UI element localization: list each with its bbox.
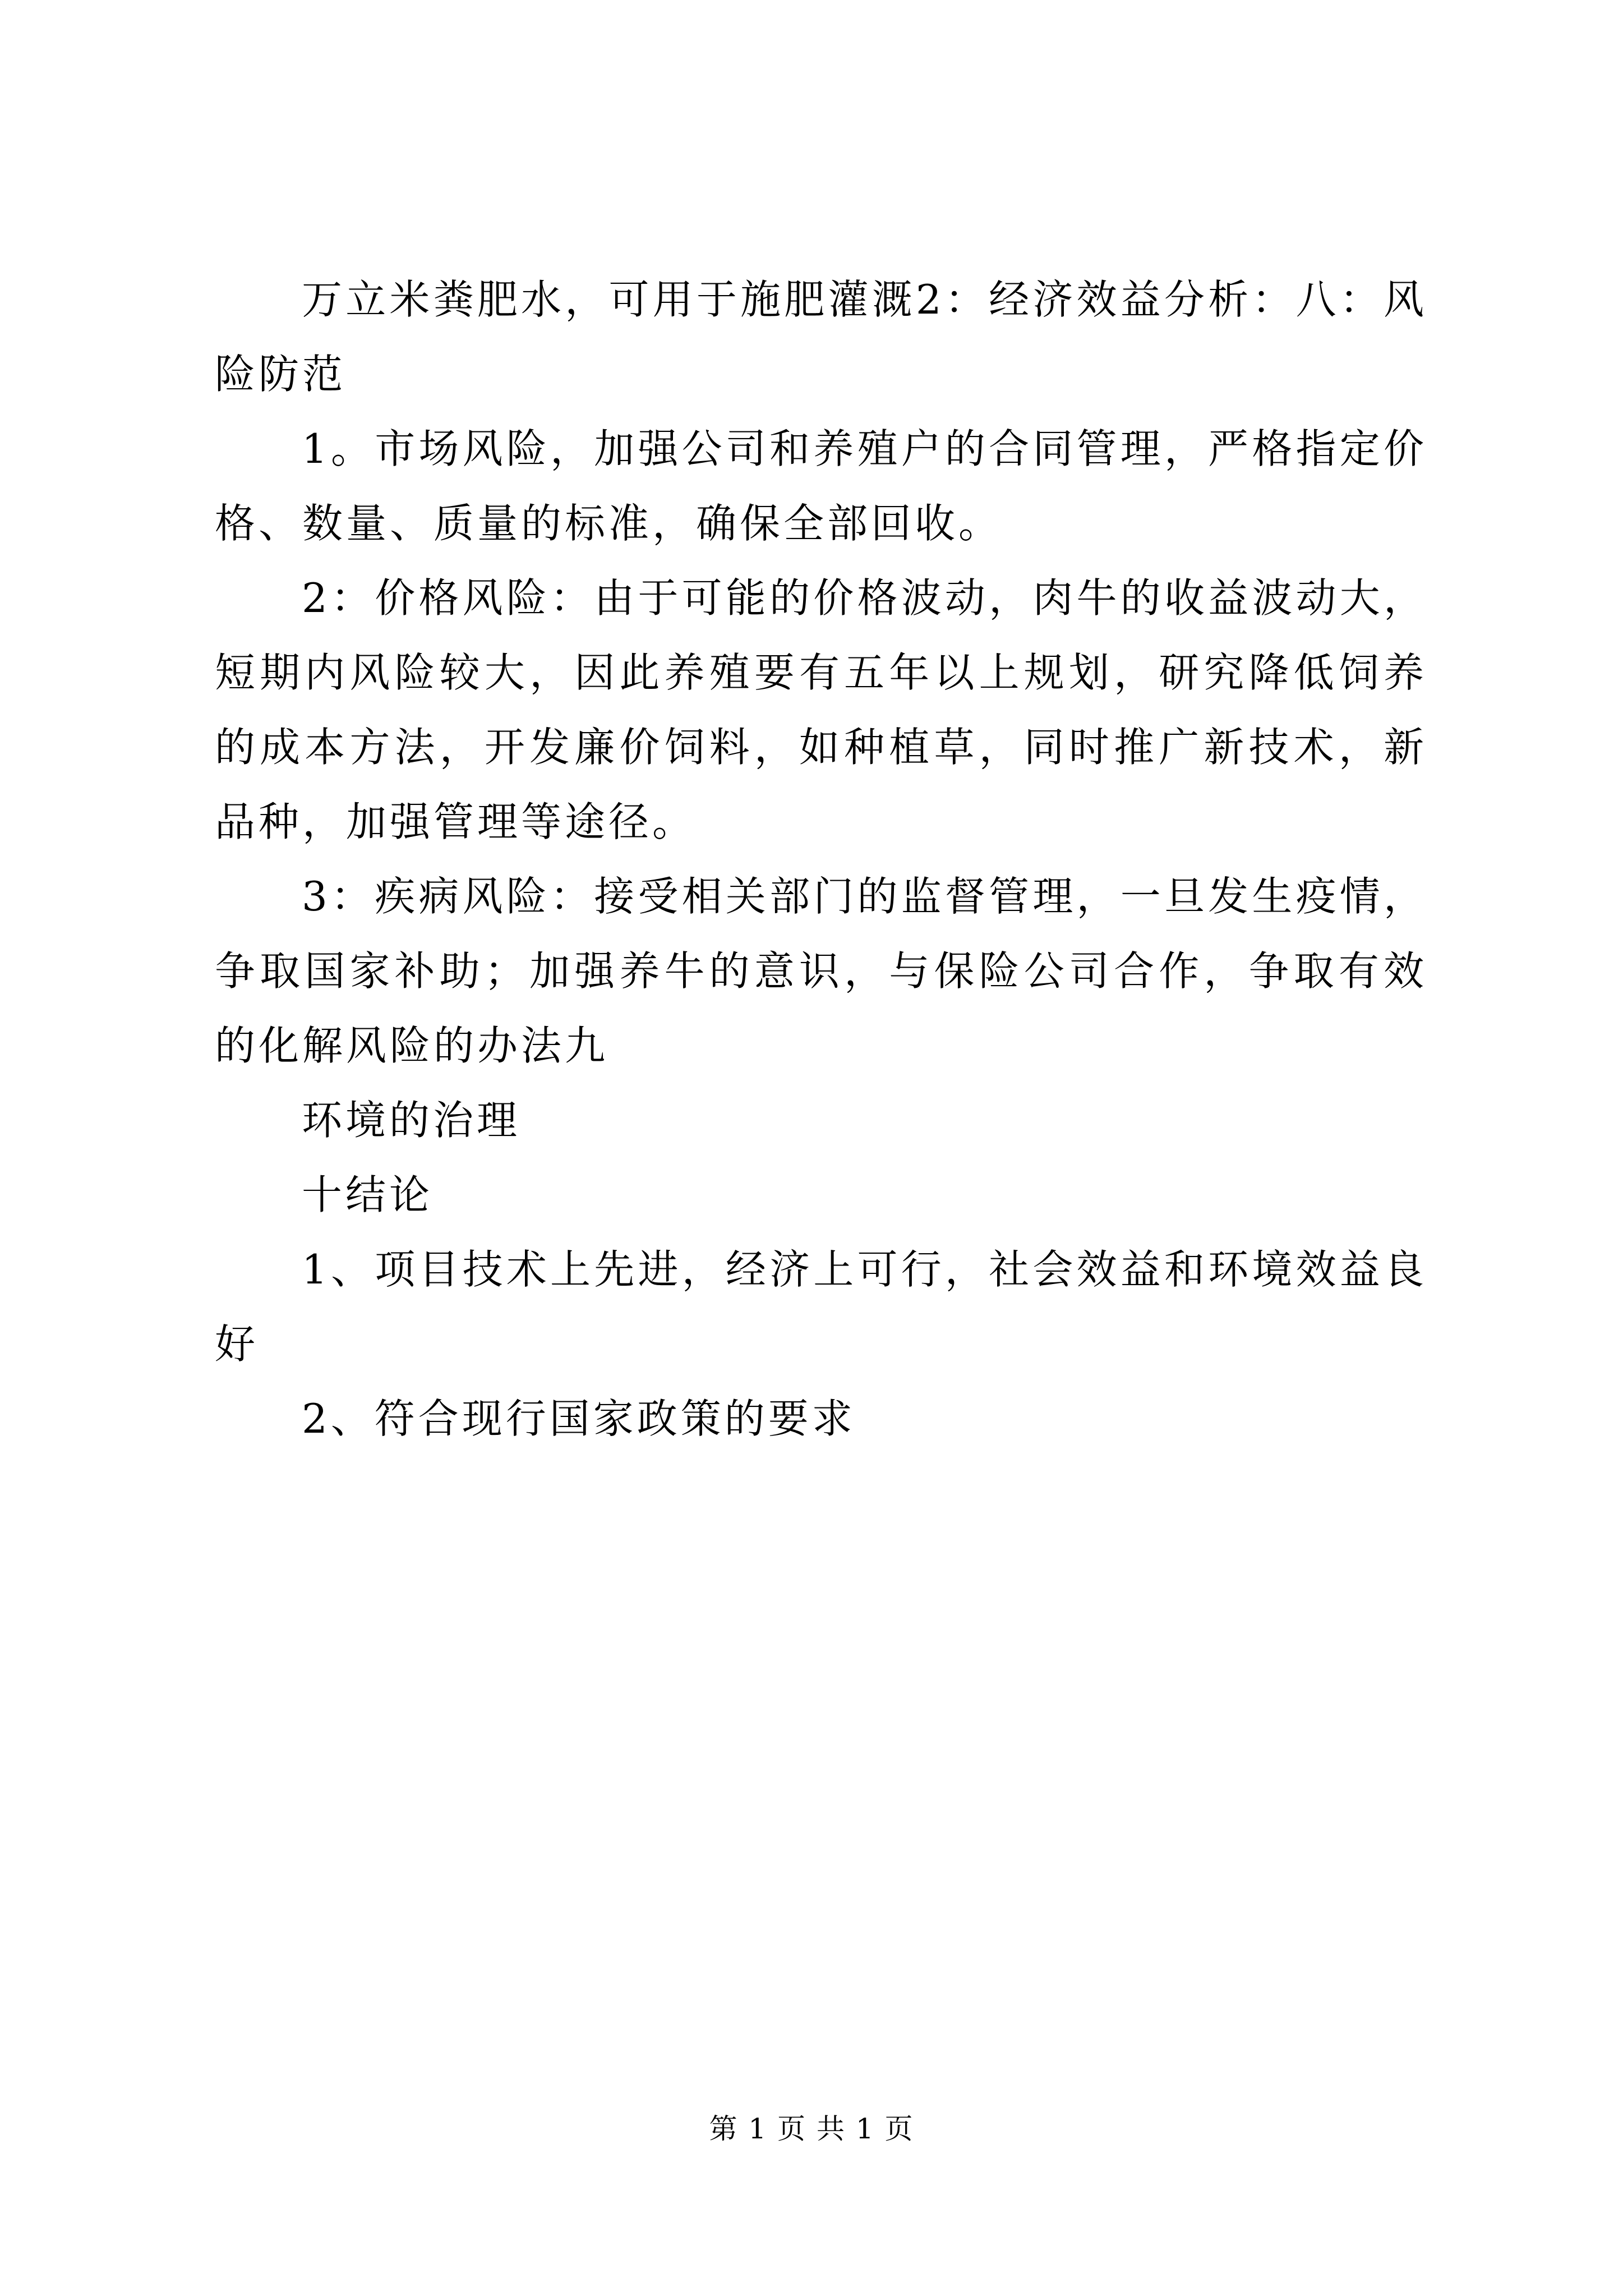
- document-body: [215, 263, 1427, 1456]
- paragraph-disease-risk: 3：疾病风险：接受相关部门的监督管理，一旦发生疫情，争取国家补助；加强养牛的意识，与保险公司合作，争取有效的化解风险的办法九: [215, 873, 1427, 1069]
- paragraph-price-risk: 2：价格风险：由于可能的价格波动，肉牛的收益波动大，短期内风险较大，因此养殖要有五年以上规划，研究降低饲养的成本方法，开发廉价饲料，如种植草，同时推广新技术，新品种，加强管理等途径。: [215, 574, 1427, 845]
- paragraph-conclusion-heading: 十结论: [302, 1171, 434, 1218]
- paragraph-conclusion-2: 2、符合现行国家政策的要求: [302, 1395, 856, 1442]
- paragraph-market-risk: 1。市场风险，加强公司和养殖户的合同管理，严格指定价格、数量、质量的标准，确保全部回收。: [215, 425, 1427, 547]
- paragraph-environment: 环境的治理: [302, 1097, 521, 1144]
- paragraph-risk-intro: 万立米粪肥水，可用于施肥灌溉2：经济效益分析：八：风险防范: [215, 276, 1427, 398]
- page-footer: 第 1 页 共 1 页: [709, 2113, 914, 2145]
- paragraph-conclusion-1: 1、项目技术上先进，经济上可行，社会效益和环境效益良好: [215, 1246, 1427, 1368]
